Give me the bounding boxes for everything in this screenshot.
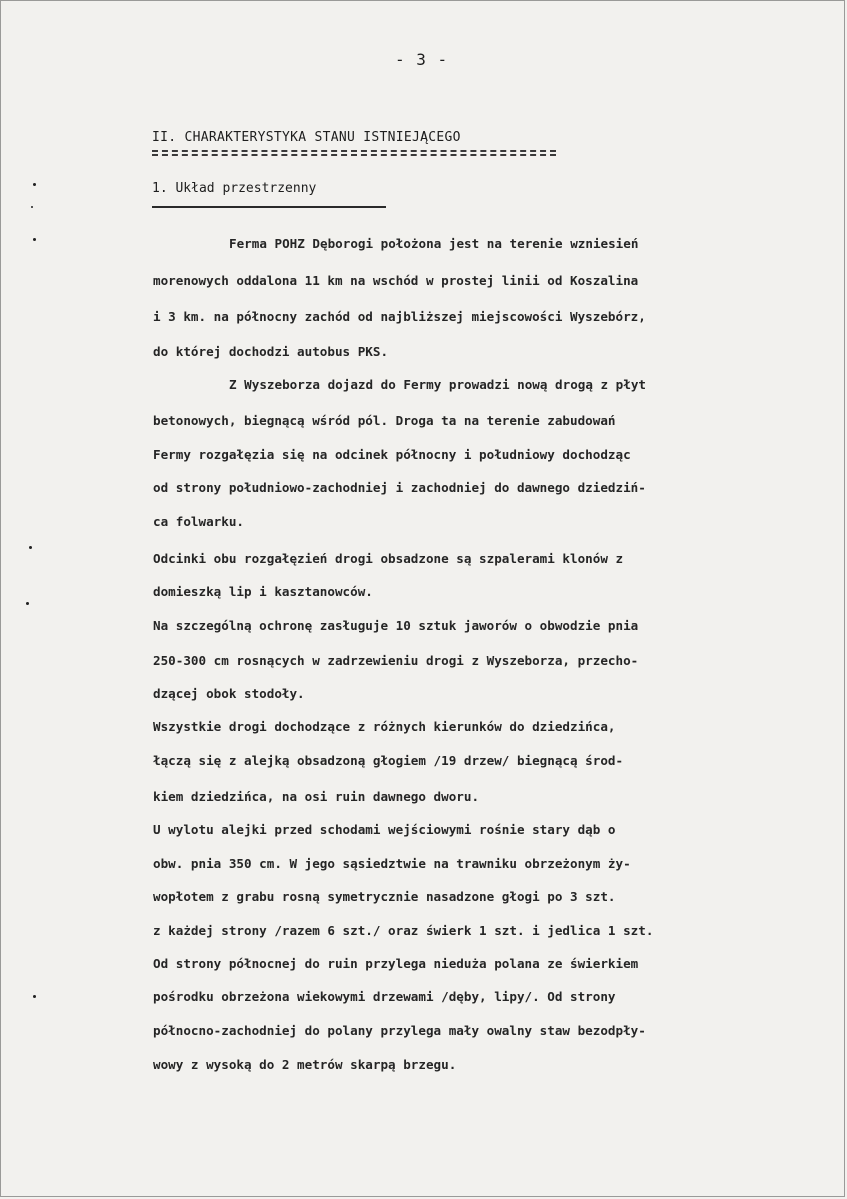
text-line: pośrodku obrzeżona wiekowymi drzewami /dęby, lipy/. Od strony — [153, 989, 616, 1004]
margin-mark — [33, 995, 36, 998]
text-line: Wszystkie drogi dochodzące z różnych kierunków do dziedzińca, — [153, 719, 616, 734]
text-line: wopłotem z grabu rosną symetrycznie nasadzone głogi po 3 szt. — [153, 889, 616, 904]
subsection-title: 1. Układ przestrzenny — [152, 181, 317, 196]
margin-mark — [26, 602, 29, 605]
text-line: kiem dziedzińca, na osi ruin dawnego dworu. — [153, 789, 480, 804]
margin-mark — [33, 183, 36, 186]
text-line: z każdej strony /razem 6 szt./ oraz świerk 1 szt. i jedlica 1 szt. — [153, 923, 654, 938]
text-line: Od strony północnej do ruin przylega nieduża polana ze świerkiem — [153, 956, 639, 971]
text-line: Z Wyszeborza dojazd do Fermy prowadzi nową drogą z płyt — [229, 377, 647, 392]
section-title-double-underline — [152, 150, 556, 156]
text-line: ca folwarku. — [153, 514, 244, 529]
section-title: II. CHARAKTERYSTYKA STANU ISTNIEJĄCEGO — [152, 130, 461, 145]
margin-mark — [29, 546, 32, 549]
text-line: domieszką lip i kasztanowców. — [153, 584, 373, 599]
margin-mark — [33, 238, 36, 241]
text-line: dzącej obok stodoły. — [153, 686, 305, 701]
page-number: - 3 - — [395, 50, 449, 69]
text-line: wowy z wysoką do 2 metrów skarpą brzegu. — [153, 1057, 457, 1072]
text-line: od strony południowo-zachodniej i zachodniej do dawnego dziedziń- — [153, 480, 646, 495]
text-line: Fermy rozgałęzia się na odcinek północny i południowy dochodząc — [153, 447, 631, 462]
subsection-title-underline — [152, 206, 386, 208]
text-line: morenowych oddalona 11 km na wschód w prostej linii od Koszalina — [153, 273, 639, 288]
text-line: obw. pnia 350 cm. W jego sąsiedztwie na trawniku obrzeżonym ży- — [153, 856, 631, 871]
text-line: betonowych, biegnącą wśród pól. Droga ta na terenie zabudowań — [153, 413, 616, 428]
text-line: północno-zachodniej do polany przylega mały owalny staw bezodpły- — [153, 1023, 646, 1038]
text-line: 250-300 cm rosnących w zadrzewieniu drogi z Wyszeborza, przecho- — [153, 653, 639, 668]
text-line: Odcinki obu rozgałęzień drogi obsadzone są szpalerami klonów z — [153, 551, 624, 566]
text-line: U wylotu alejki przed schodami wejściowymi rośnie stary dąb o — [153, 822, 616, 837]
text-line: do której dochodzi autobus PKS. — [153, 344, 389, 359]
text-line: i 3 km. na północny zachód od najbliższej miejscowości Wyszebórz, — [153, 309, 646, 324]
margin-mark — [31, 206, 33, 208]
text-line: Ferma POHZ Dęborogi położona jest na terenie wzniesień — [229, 236, 639, 251]
text-line: Na szczególną ochronę zasługuje 10 sztuk jaworów o obwodzie pnia — [153, 618, 639, 633]
text-line: łączą się z alejką obsadzoną głogiem /19 drzew/ biegnącą środ- — [153, 753, 624, 768]
